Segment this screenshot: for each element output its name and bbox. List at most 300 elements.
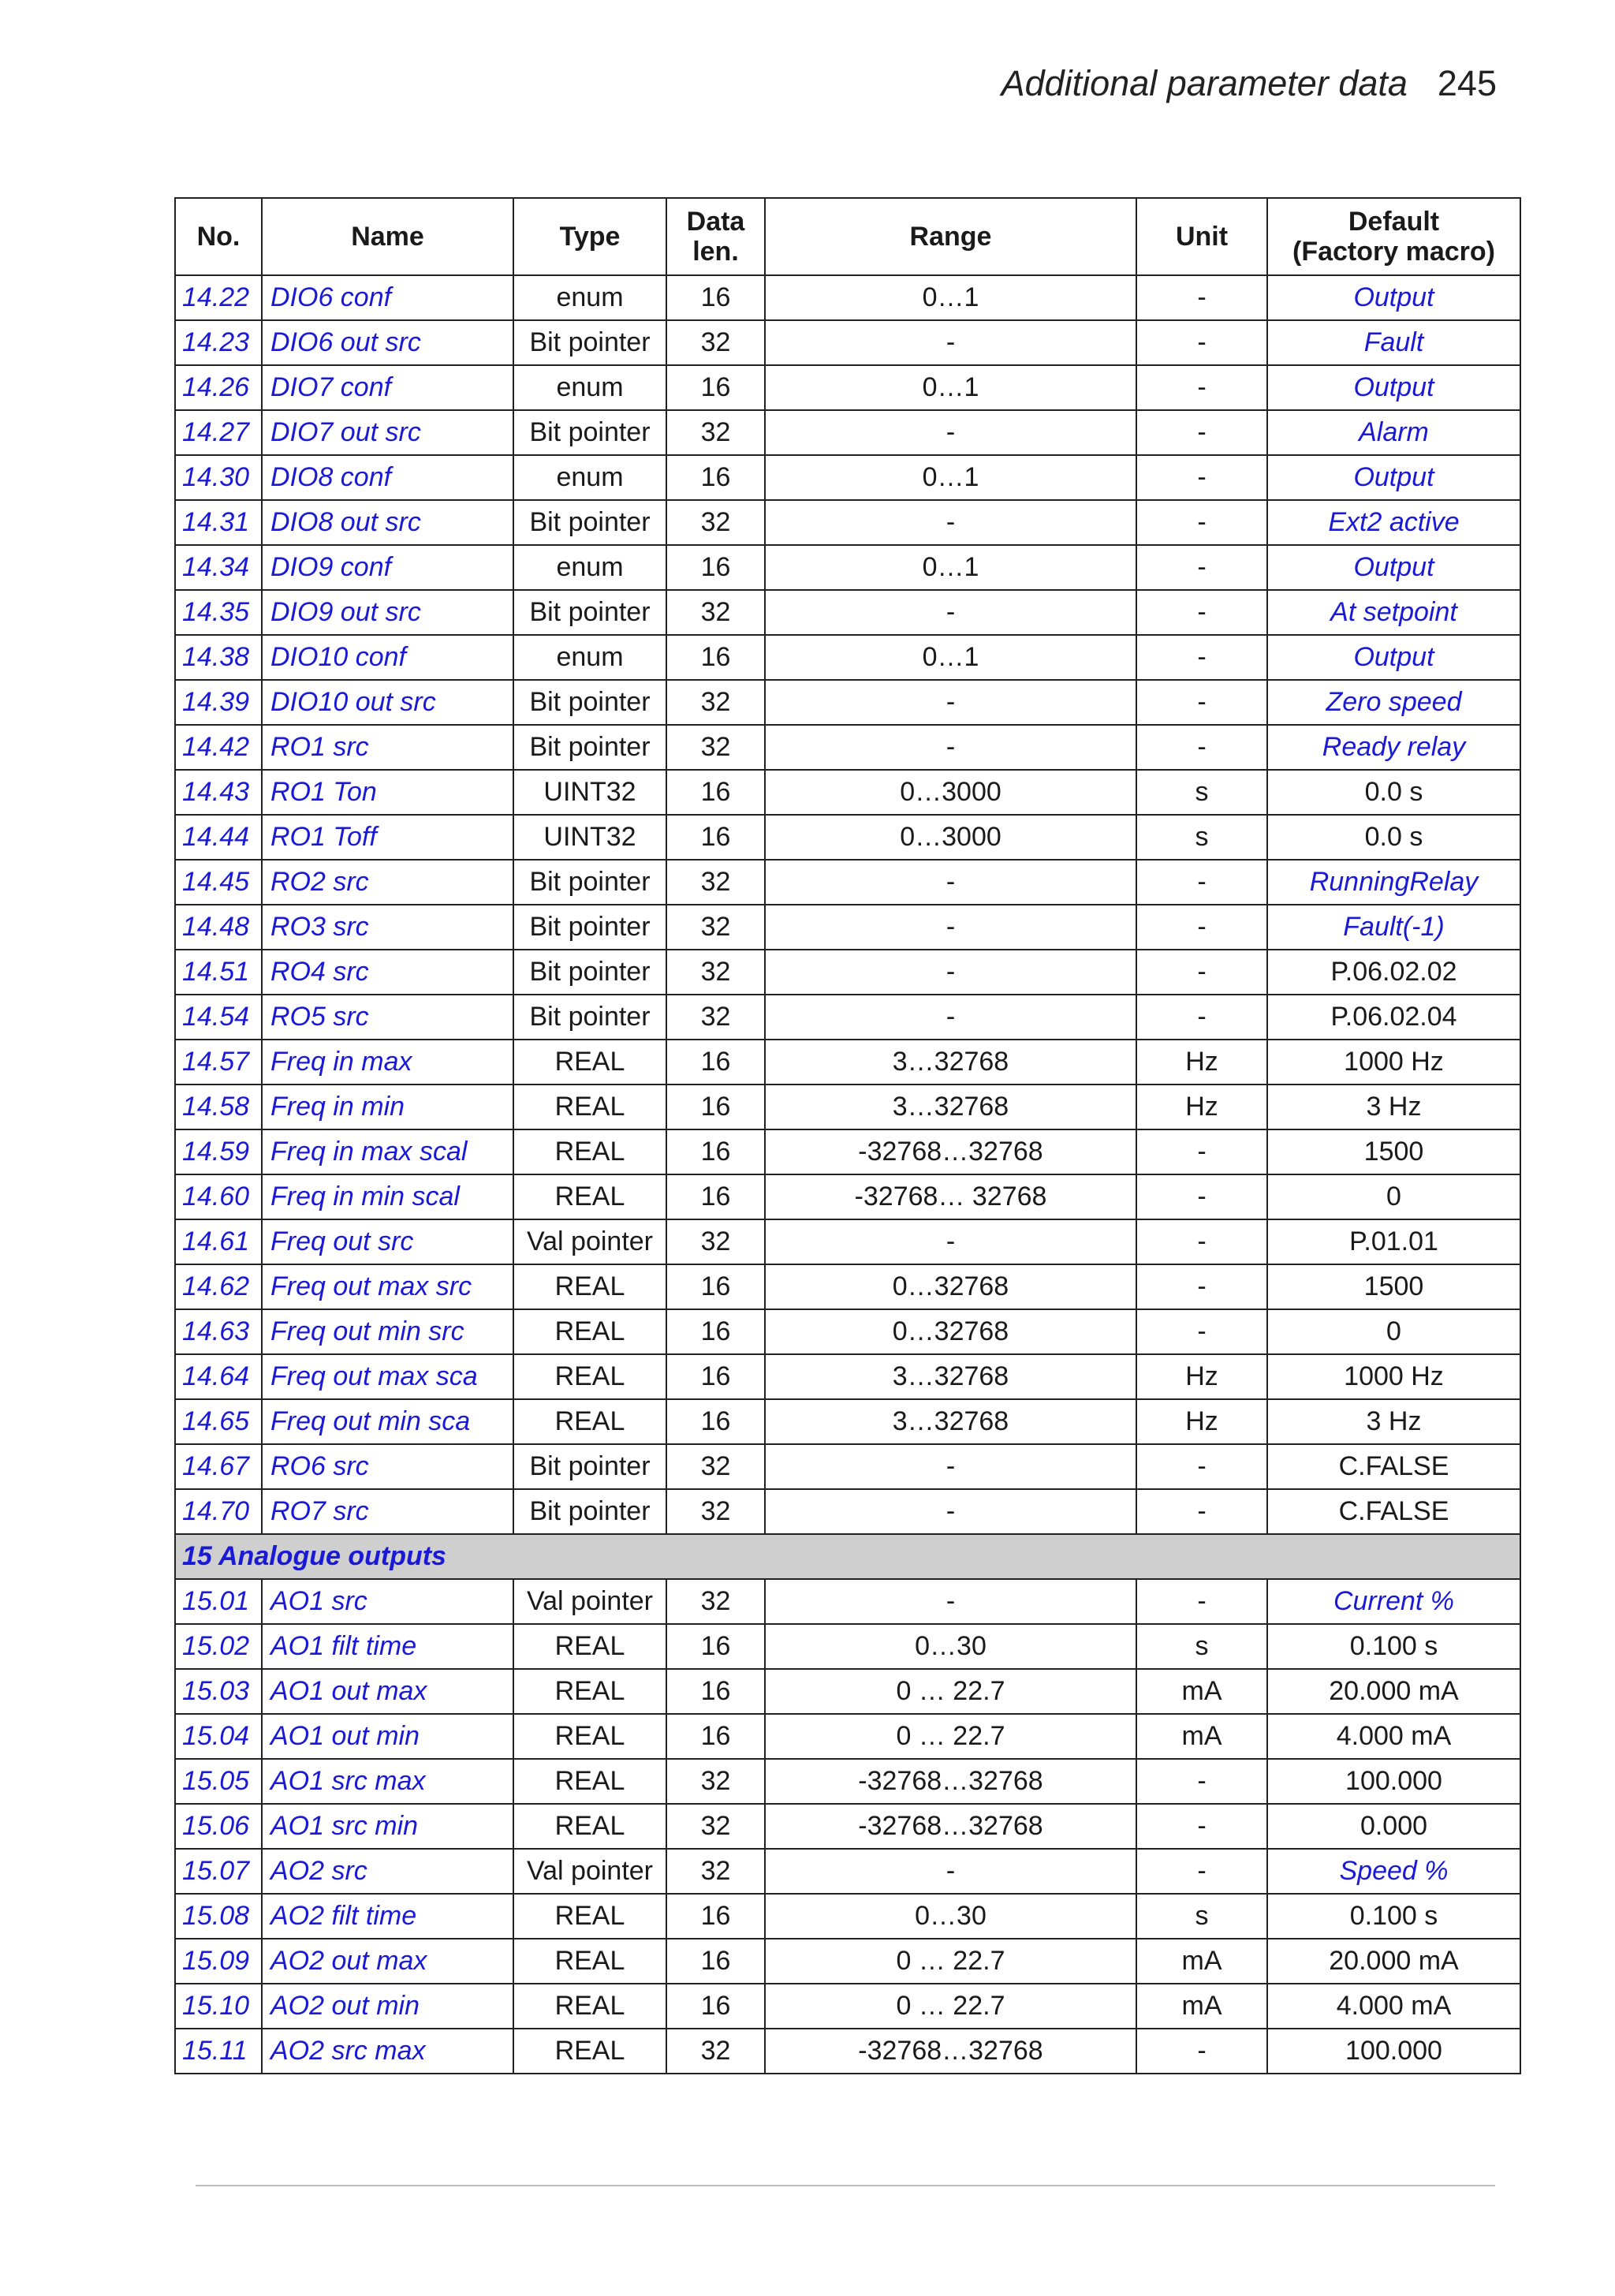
param-number-cell[interactable]: 14.35 xyxy=(175,590,262,635)
param-number-cell[interactable]: 14.39 xyxy=(175,680,262,725)
param-range-cell: -32768…32768 xyxy=(765,2029,1136,2074)
param-type-cell: Bit pointer xyxy=(513,590,666,635)
table-row xyxy=(175,1264,1520,1309)
param-name-cell[interactable]: AO2 src max xyxy=(262,2029,513,2074)
param-type-cell: Val pointer xyxy=(513,1219,666,1264)
page-header xyxy=(1001,63,1497,104)
param-name-cell[interactable]: DIO10 conf xyxy=(262,635,513,680)
param-name-cell[interactable]: Freq out src xyxy=(262,1219,513,1264)
param-range-cell: - xyxy=(765,1444,1136,1489)
table-row xyxy=(175,1444,1520,1489)
param-unit-cell: - xyxy=(1136,1174,1267,1219)
param-unit-cell: - xyxy=(1136,950,1267,995)
table-row xyxy=(175,1759,1520,1804)
param-type-cell: UINT32 xyxy=(513,815,666,860)
param-unit-cell: Hz xyxy=(1136,1399,1267,1444)
param-number-cell[interactable]: 15.06 xyxy=(175,1804,262,1849)
param-type-cell: Bit pointer xyxy=(513,725,666,770)
param-number-cell[interactable]: 14.60 xyxy=(175,1174,262,1219)
param-name-cell[interactable]: Freq in min scal xyxy=(262,1174,513,1219)
param-number-cell[interactable]: 14.54 xyxy=(175,995,262,1040)
param-name-cell[interactable]: Freq out min src xyxy=(262,1309,513,1354)
param-default-cell[interactable]: Speed % xyxy=(1267,1849,1520,1894)
param-name-cell[interactable]: AO1 src max xyxy=(262,1759,513,1804)
param-number-cell[interactable]: 14.44 xyxy=(175,815,262,860)
param-default-cell[interactable]: Ready relay xyxy=(1267,725,1520,770)
param-number-cell[interactable]: 15.08 xyxy=(175,1894,262,1939)
param-range-cell: 0…1 xyxy=(765,365,1136,410)
param-range-cell: - xyxy=(765,950,1136,995)
table-row xyxy=(175,275,1520,320)
param-range-cell: 0 … 22.7 xyxy=(765,1984,1136,2029)
table-row xyxy=(175,860,1520,905)
param-unit-cell: - xyxy=(1136,725,1267,770)
param-name-cell[interactable]: RO2 src xyxy=(262,860,513,905)
param-data-len-cell: 32 xyxy=(666,1579,765,1624)
param-type-cell: REAL xyxy=(513,1894,666,1939)
param-data-len-cell: 16 xyxy=(666,545,765,590)
param-unit-cell: - xyxy=(1136,1849,1267,1894)
param-default-cell[interactable]: Output xyxy=(1267,365,1520,410)
param-number-cell[interactable]: 14.34 xyxy=(175,545,262,590)
param-unit-cell: - xyxy=(1136,365,1267,410)
table-row xyxy=(175,680,1520,725)
param-range-cell: - xyxy=(765,410,1136,455)
col-header-no: No. xyxy=(175,198,262,275)
section-row xyxy=(175,1534,1520,1579)
param-unit-cell: - xyxy=(1136,860,1267,905)
param-default-cell: 0 xyxy=(1267,1309,1520,1354)
param-type-cell: enum xyxy=(513,545,666,590)
parameter-table xyxy=(174,197,1521,2074)
table-row xyxy=(175,365,1520,410)
param-default-cell: 0.100 s xyxy=(1267,1894,1520,1939)
param-range-cell: 0 … 22.7 xyxy=(765,1939,1136,1984)
param-type-cell: enum xyxy=(513,275,666,320)
param-number-cell[interactable]: 15.02 xyxy=(175,1624,262,1669)
param-unit-cell: - xyxy=(1136,320,1267,365)
param-default-cell: 0.0 s xyxy=(1267,815,1520,860)
param-data-len-cell: 32 xyxy=(666,410,765,455)
col-header-unit: Unit xyxy=(1136,198,1267,275)
param-type-cell: REAL xyxy=(513,1399,666,1444)
param-range-cell: 0…32768 xyxy=(765,1264,1136,1309)
param-range-cell: -32768… 32768 xyxy=(765,1174,1136,1219)
table-row xyxy=(175,1399,1520,1444)
param-default-cell: 3 Hz xyxy=(1267,1085,1520,1129)
param-unit-cell: - xyxy=(1136,995,1267,1040)
table-row xyxy=(175,1174,1520,1219)
param-number-cell[interactable]: 14.26 xyxy=(175,365,262,410)
param-number-cell[interactable]: 14.43 xyxy=(175,770,262,815)
param-name-cell[interactable]: AO1 out max xyxy=(262,1669,513,1714)
table-row xyxy=(175,1354,1520,1399)
col-header-data-len: Data len. xyxy=(666,198,765,275)
param-unit-cell: - xyxy=(1136,1804,1267,1849)
param-unit-cell: - xyxy=(1136,1219,1267,1264)
table-row xyxy=(175,500,1520,545)
param-unit-cell: - xyxy=(1136,635,1267,680)
param-default-cell: 100.000 xyxy=(1267,2029,1520,2074)
param-type-cell: Bit pointer xyxy=(513,410,666,455)
param-number-cell[interactable]: 14.45 xyxy=(175,860,262,905)
param-number-cell[interactable]: 14.70 xyxy=(175,1489,262,1534)
col-header-default: Default (Factory macro) xyxy=(1267,198,1520,275)
param-default-cell[interactable]: Current % xyxy=(1267,1579,1520,1624)
param-number-cell[interactable]: 14.63 xyxy=(175,1309,262,1354)
param-type-cell: REAL xyxy=(513,1174,666,1219)
param-name-cell[interactable]: AO1 src xyxy=(262,1579,513,1624)
param-range-cell: 3…32768 xyxy=(765,1354,1136,1399)
param-data-len-cell: 16 xyxy=(666,1714,765,1759)
param-data-len-cell: 16 xyxy=(666,1669,765,1714)
param-default-cell[interactable]: Output xyxy=(1267,455,1520,500)
param-data-len-cell: 32 xyxy=(666,1489,765,1534)
param-data-len-cell: 16 xyxy=(666,1264,765,1309)
param-unit-cell: - xyxy=(1136,905,1267,950)
param-name-cell[interactable]: Freq in max xyxy=(262,1040,513,1085)
param-type-cell: REAL xyxy=(513,2029,666,2074)
param-type-cell: REAL xyxy=(513,1264,666,1309)
param-type-cell: Bit pointer xyxy=(513,680,666,725)
param-range-cell: 0…1 xyxy=(765,275,1136,320)
param-unit-cell: - xyxy=(1136,680,1267,725)
param-name-cell[interactable]: AO2 out max xyxy=(262,1939,513,1984)
param-range-cell: - xyxy=(765,995,1136,1040)
param-unit-cell: - xyxy=(1136,410,1267,455)
param-unit-cell: s xyxy=(1136,1894,1267,1939)
param-range-cell: 0…1 xyxy=(765,455,1136,500)
param-number-cell[interactable]: 14.62 xyxy=(175,1264,262,1309)
param-data-len-cell: 16 xyxy=(666,1984,765,2029)
param-range-cell: - xyxy=(765,500,1136,545)
param-data-len-cell: 16 xyxy=(666,635,765,680)
param-number-cell[interactable]: 14.27 xyxy=(175,410,262,455)
param-name-cell[interactable]: AO1 src min xyxy=(262,1804,513,1849)
param-range-cell: - xyxy=(765,680,1136,725)
param-name-cell[interactable]: DIO10 out src xyxy=(262,680,513,725)
param-data-len-cell: 16 xyxy=(666,1939,765,1984)
param-default-cell: 0 xyxy=(1267,1174,1520,1219)
param-data-len-cell: 32 xyxy=(666,1219,765,1264)
param-data-len-cell: 32 xyxy=(666,590,765,635)
param-range-cell: - xyxy=(765,725,1136,770)
table-row xyxy=(175,725,1520,770)
param-default-cell: 0.0 s xyxy=(1267,770,1520,815)
table-row xyxy=(175,1489,1520,1534)
param-name-cell[interactable]: AO1 filt time xyxy=(262,1624,513,1669)
param-default-cell: 0.000 xyxy=(1267,1804,1520,1849)
table-row xyxy=(175,1040,1520,1085)
param-data-len-cell: 16 xyxy=(666,815,765,860)
param-range-cell: 0…3000 xyxy=(765,770,1136,815)
param-type-cell: REAL xyxy=(513,1984,666,2029)
param-range-cell: 0 … 22.7 xyxy=(765,1714,1136,1759)
param-name-cell[interactable]: DIO7 conf xyxy=(262,365,513,410)
param-type-cell: Val pointer xyxy=(513,1849,666,1894)
param-range-cell: - xyxy=(765,590,1136,635)
param-data-len-cell: 32 xyxy=(666,905,765,950)
param-type-cell: REAL xyxy=(513,1040,666,1085)
table-row xyxy=(175,905,1520,950)
param-name-cell[interactable]: RO1 src xyxy=(262,725,513,770)
param-default-cell: 0.100 s xyxy=(1267,1624,1520,1669)
param-data-len-cell: 16 xyxy=(666,1354,765,1399)
table-row xyxy=(175,995,1520,1040)
param-data-len-cell: 16 xyxy=(666,1129,765,1174)
param-unit-cell: - xyxy=(1136,1489,1267,1534)
param-data-len-cell: 16 xyxy=(666,1309,765,1354)
param-default-cell: 3 Hz xyxy=(1267,1399,1520,1444)
param-default-cell[interactable]: RunningRelay xyxy=(1267,860,1520,905)
param-data-len-cell: 16 xyxy=(666,1894,765,1939)
param-unit-cell: - xyxy=(1136,590,1267,635)
param-default-cell: 4.000 mA xyxy=(1267,1984,1520,2029)
table-row xyxy=(175,1624,1520,1669)
param-name-cell[interactable]: DIO7 out src xyxy=(262,410,513,455)
param-default-cell: P.01.01 xyxy=(1267,1219,1520,1264)
param-type-cell: enum xyxy=(513,455,666,500)
param-name-cell[interactable]: Freq in min xyxy=(262,1085,513,1129)
param-range-cell: - xyxy=(765,860,1136,905)
param-unit-cell: mA xyxy=(1136,1984,1267,2029)
table-row xyxy=(175,1939,1520,1984)
param-default-cell: P.06.02.04 xyxy=(1267,995,1520,1040)
param-data-len-cell: 32 xyxy=(666,1759,765,1804)
param-number-cell[interactable]: 15.07 xyxy=(175,1849,262,1894)
param-type-cell: Bit pointer xyxy=(513,1444,666,1489)
param-unit-cell: - xyxy=(1136,1129,1267,1174)
param-default-cell: 4.000 mA xyxy=(1267,1714,1520,1759)
page-number: 245 xyxy=(1437,63,1497,103)
param-number-cell[interactable]: 14.59 xyxy=(175,1129,262,1174)
param-name-cell[interactable]: DIO8 out src xyxy=(262,500,513,545)
param-data-len-cell: 16 xyxy=(666,455,765,500)
param-range-cell: -32768…32768 xyxy=(765,1759,1136,1804)
param-name-cell[interactable]: DIO6 conf xyxy=(262,275,513,320)
table-row xyxy=(175,815,1520,860)
param-range-cell: 3…32768 xyxy=(765,1040,1136,1085)
param-name-cell[interactable]: AO1 out min xyxy=(262,1714,513,1759)
param-default-cell[interactable]: Fault xyxy=(1267,320,1520,365)
param-type-cell: enum xyxy=(513,365,666,410)
param-data-len-cell: 16 xyxy=(666,770,765,815)
param-name-cell[interactable]: RO7 src xyxy=(262,1489,513,1534)
param-name-cell[interactable]: AO2 out min xyxy=(262,1984,513,2029)
param-default-cell[interactable]: Output xyxy=(1267,635,1520,680)
param-range-cell: 3…32768 xyxy=(765,1399,1136,1444)
param-range-cell: - xyxy=(765,1849,1136,1894)
param-number-cell[interactable]: 14.23 xyxy=(175,320,262,365)
param-number-cell[interactable]: 15.04 xyxy=(175,1714,262,1759)
param-name-cell[interactable]: AO2 filt time xyxy=(262,1894,513,1939)
param-unit-cell: - xyxy=(1136,1264,1267,1309)
param-data-len-cell: 16 xyxy=(666,1399,765,1444)
param-name-cell[interactable]: Freq in max scal xyxy=(262,1129,513,1174)
param-unit-cell: Hz xyxy=(1136,1354,1267,1399)
param-number-cell[interactable]: 14.57 xyxy=(175,1040,262,1085)
param-data-len-cell: 16 xyxy=(666,365,765,410)
param-name-cell[interactable]: DIO9 conf xyxy=(262,545,513,590)
param-data-len-cell: 32 xyxy=(666,950,765,995)
param-number-cell[interactable]: 14.30 xyxy=(175,455,262,500)
table-row xyxy=(175,590,1520,635)
param-number-cell[interactable]: 15.05 xyxy=(175,1759,262,1804)
param-type-cell: Bit pointer xyxy=(513,995,666,1040)
param-data-len-cell: 32 xyxy=(666,995,765,1040)
param-number-cell[interactable]: 15.09 xyxy=(175,1939,262,1984)
param-range-cell: - xyxy=(765,1489,1136,1534)
param-unit-cell: Hz xyxy=(1136,1040,1267,1085)
param-default-cell: 20.000 mA xyxy=(1267,1939,1520,1984)
param-number-cell[interactable]: 15.01 xyxy=(175,1579,262,1624)
param-default-cell: 100.000 xyxy=(1267,1759,1520,1804)
param-default-cell[interactable]: At setpoint xyxy=(1267,590,1520,635)
param-type-cell: REAL xyxy=(513,1669,666,1714)
param-range-cell: 0…32768 xyxy=(765,1309,1136,1354)
param-default-cell[interactable]: Output xyxy=(1267,275,1520,320)
param-data-len-cell: 32 xyxy=(666,680,765,725)
table-row xyxy=(175,1849,1520,1894)
param-range-cell: - xyxy=(765,320,1136,365)
param-type-cell: Bit pointer xyxy=(513,320,666,365)
section-title[interactable]: 15 Analogue outputs xyxy=(175,1534,1520,1579)
param-number-cell[interactable]: 14.61 xyxy=(175,1219,262,1264)
param-name-cell[interactable]: DIO9 out src xyxy=(262,590,513,635)
param-unit-cell: - xyxy=(1136,2029,1267,2074)
param-default-cell: C.FALSE xyxy=(1267,1489,1520,1534)
param-type-cell: REAL xyxy=(513,1085,666,1129)
param-default-cell: 1000 Hz xyxy=(1267,1040,1520,1085)
param-unit-cell: mA xyxy=(1136,1714,1267,1759)
table-row xyxy=(175,455,1520,500)
param-default-cell: 1500 xyxy=(1267,1264,1520,1309)
param-number-cell[interactable]: 14.48 xyxy=(175,905,262,950)
table-row xyxy=(175,1804,1520,1849)
param-data-len-cell: 32 xyxy=(666,725,765,770)
table-row xyxy=(175,1714,1520,1759)
param-name-cell[interactable]: Freq out max sca xyxy=(262,1354,513,1399)
param-unit-cell: - xyxy=(1136,1444,1267,1489)
param-data-len-cell: 16 xyxy=(666,1624,765,1669)
param-name-cell[interactable]: RO1 Toff xyxy=(262,815,513,860)
param-default-cell: 1500 xyxy=(1267,1129,1520,1174)
param-name-cell[interactable]: DIO6 out src xyxy=(262,320,513,365)
param-default-cell[interactable]: Output xyxy=(1267,545,1520,590)
param-unit-cell: - xyxy=(1136,455,1267,500)
param-number-cell[interactable]: 14.65 xyxy=(175,1399,262,1444)
param-name-cell[interactable]: RO6 src xyxy=(262,1444,513,1489)
table-row xyxy=(175,1129,1520,1174)
table-row xyxy=(175,410,1520,455)
param-default-cell[interactable]: Ext2 active xyxy=(1267,500,1520,545)
param-unit-cell: - xyxy=(1136,1759,1267,1804)
param-number-cell[interactable]: 15.10 xyxy=(175,1984,262,2029)
param-default-cell: P.06.02.02 xyxy=(1267,950,1520,995)
param-number-cell[interactable]: 14.22 xyxy=(175,275,262,320)
param-type-cell: Bit pointer xyxy=(513,1489,666,1534)
param-number-cell[interactable]: 14.38 xyxy=(175,635,262,680)
param-default-cell[interactable]: Fault(-1) xyxy=(1267,905,1520,950)
table-row xyxy=(175,545,1520,590)
table-row xyxy=(175,1669,1520,1714)
param-data-len-cell: 16 xyxy=(666,1085,765,1129)
param-unit-cell: Hz xyxy=(1136,1085,1267,1129)
param-type-cell: enum xyxy=(513,635,666,680)
param-type-cell: Bit pointer xyxy=(513,500,666,545)
param-data-len-cell: 16 xyxy=(666,1040,765,1085)
param-data-len-cell: 32 xyxy=(666,320,765,365)
param-number-cell[interactable]: 14.67 xyxy=(175,1444,262,1489)
param-range-cell: -32768…32768 xyxy=(765,1129,1136,1174)
param-data-len-cell: 32 xyxy=(666,2029,765,2074)
param-type-cell: REAL xyxy=(513,1309,666,1354)
param-range-cell: 3…32768 xyxy=(765,1085,1136,1129)
param-type-cell: Val pointer xyxy=(513,1579,666,1624)
param-name-cell[interactable]: RO5 src xyxy=(262,995,513,1040)
table-row xyxy=(175,1085,1520,1129)
param-unit-cell: mA xyxy=(1136,1939,1267,1984)
param-name-cell[interactable]: AO2 src xyxy=(262,1849,513,1894)
param-default-cell: C.FALSE xyxy=(1267,1444,1520,1489)
table-row xyxy=(175,1894,1520,1939)
param-type-cell: REAL xyxy=(513,1624,666,1669)
param-range-cell: - xyxy=(765,1219,1136,1264)
param-number-cell[interactable]: 14.42 xyxy=(175,725,262,770)
param-number-cell[interactable]: 14.64 xyxy=(175,1354,262,1399)
param-type-cell: REAL xyxy=(513,1129,666,1174)
param-name-cell[interactable]: RO1 Ton xyxy=(262,770,513,815)
param-name-cell[interactable]: Freq out max src xyxy=(262,1264,513,1309)
table-row xyxy=(175,1309,1520,1354)
param-name-cell[interactable]: DIO8 conf xyxy=(262,455,513,500)
param-type-cell: REAL xyxy=(513,1939,666,1984)
param-range-cell: -32768…32768 xyxy=(765,1804,1136,1849)
param-number-cell[interactable]: 14.58 xyxy=(175,1085,262,1129)
param-unit-cell: - xyxy=(1136,545,1267,590)
param-data-len-cell: 32 xyxy=(666,500,765,545)
param-unit-cell: s xyxy=(1136,815,1267,860)
param-range-cell: 0…30 xyxy=(765,1894,1136,1939)
footer-rule xyxy=(196,2185,1495,2186)
param-name-cell[interactable]: Freq out min sca xyxy=(262,1399,513,1444)
param-unit-cell: - xyxy=(1136,1309,1267,1354)
param-data-len-cell: 32 xyxy=(666,1804,765,1849)
param-data-len-cell: 16 xyxy=(666,275,765,320)
table-row xyxy=(175,2029,1520,2074)
param-unit-cell: s xyxy=(1136,770,1267,815)
param-name-cell[interactable]: RO4 src xyxy=(262,950,513,995)
table-row xyxy=(175,770,1520,815)
param-number-cell[interactable]: 14.31 xyxy=(175,500,262,545)
param-number-cell[interactable]: 15.03 xyxy=(175,1669,262,1714)
param-number-cell[interactable]: 14.51 xyxy=(175,950,262,995)
param-data-len-cell: 32 xyxy=(666,860,765,905)
param-range-cell: 0…30 xyxy=(765,1624,1136,1669)
param-default-cell[interactable]: Zero speed xyxy=(1267,680,1520,725)
param-default-cell[interactable]: Alarm xyxy=(1267,410,1520,455)
param-range-cell: 0…3000 xyxy=(765,815,1136,860)
param-name-cell[interactable]: RO3 src xyxy=(262,905,513,950)
table-row xyxy=(175,320,1520,365)
param-type-cell: REAL xyxy=(513,1714,666,1759)
param-default-cell: 20.000 mA xyxy=(1267,1669,1520,1714)
col-header-name: Name xyxy=(262,198,513,275)
header-title: Additional parameter data xyxy=(1001,63,1408,103)
param-number-cell[interactable]: 15.11 xyxy=(175,2029,262,2074)
table-row xyxy=(175,635,1520,680)
param-type-cell: REAL xyxy=(513,1759,666,1804)
